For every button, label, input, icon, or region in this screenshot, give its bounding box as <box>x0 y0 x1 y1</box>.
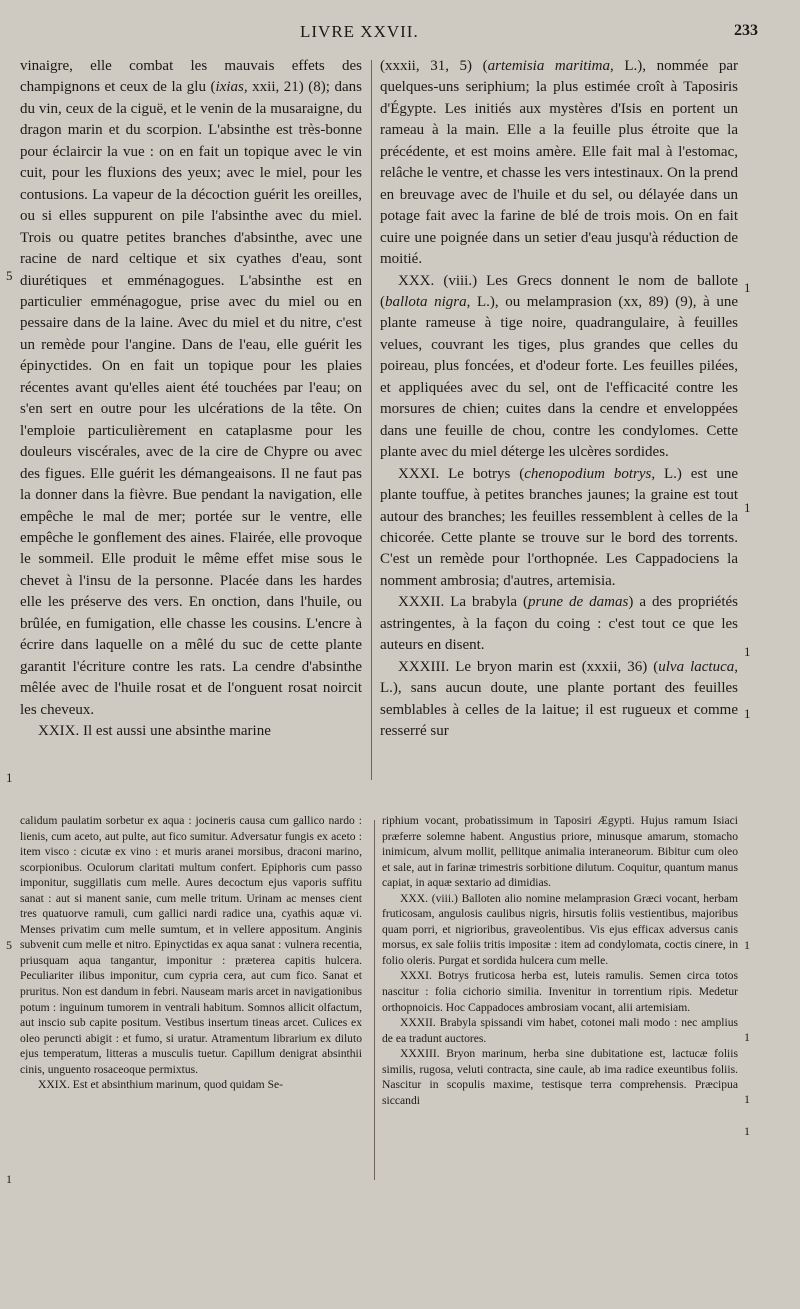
latin-text-left-column <box>20 813 362 1188</box>
latin-paragraph-xxxi: XXXI. Botrys fruticosa herba est, luteis ramulis. Semen circa totos nascitur : folia cichorio similia. Invenitur in torrentium ripis. Medetur orthopnoicis. Hoc Cappadoces ambrosiam vocant, alii artemisiam. <box>382 969 738 1014</box>
margin-number: 1 <box>744 500 751 515</box>
french-paragraph-xxxii: XXXII. La brabyla (prune de damas) a des propriétés astringentes, à la façon du coing : c'est tout ce que les auteurs en disent. <box>380 594 738 654</box>
latin-paragraph: riphium vocant, probatissimum in Taposiri Ægypti. Hujus ramum Isiaci præferre solemne habent. Angustius priore, minusque amarum, stomacho inimicum, alvum mollit, pellitque animalia interaneorum. Bibitur cum oleo et sale, aut in farinæ trimestris sorbitione dilutum. Coquitur, quantum manus capiat, in aquæ sextario ad dimidias. <box>382 814 738 890</box>
french-paragraph: (xxxii, 31, 5) (artemisia maritima, L.), nommée par quelques-uns seriphium; la plus estimée croît à Taposiris d'Égypte. Les initiés aux mystères d'Isis en portent un rameau à la main. Elle a la feuille plus étroite que la précédente, et est moins amère. Elle fait mal à l'estomac, relâche le ventre, et chasse les vers intestinaux. On la prend en breuvage avec de l'huile et du sel, ou délayée dans un potage fait avec la farine de blé de trois mois. On en fait cuire une poignée dans un setier d'eau jusqu'à réduction de moitié. <box>380 58 738 268</box>
margin-number: 1 <box>744 938 750 952</box>
french-paragraph-xxxi: XXXI. Le botrys (chenopodium botrys, L.) est une plante touffue, à petites branches jaunes; la graine est tout autour des branches; les feuilles ressemblent à celles de la chicorée. Cette plante se trouve sur le bord des torrents. C'est un remède pour l'orthopnée. Les Cappadociens la nomment ambrosia; d'autres, artemisia. <box>380 465 738 589</box>
latin-paragraph: calidum paulatim sorbetur ex aqua : jocineris causa cum gallico nardo : lienis, cum aceto, aut pulte, aut fico sumitur. Adversatur fungis ex aceto : item visco : cicutæ ex vino : et muris aranei morsibus, draconi marino, scorpionibus. Oculorum claritati multum confert. Epiphoris cum passo imponitur, suggillatis cum melle. Aures decoctum ejus vaporis suffitu sanat : aut si manent sanie, cum melle tritum. Urinam ac menses cient tres quatuorve ramuli, cum gallici nardi radice una, cyathis aquæ vi. Menses privatim cum melle sumtum, et in vellere appositum. Anginis subvenit cum melle et nitro. Epinyctidas ex aqua sanat : vulnera recentia, priusquam aqua tangantur, imponitur : præterea capitis hulcera. Peculiariter ilibus imponitur, cum cypria cera, aut cum fico. Sanat et pruritus. Non est dandum in febri. Nauseam maris arcet in navigationibus potum : inguinum tumorem in ventrali habitum. Somnos allicit olfactum, aut inscio sub capite positum. Vestibus insertum tineas arcet. Culices ex oleo peruncti abigit : et fumo, si uratur. Atramentum librarium ex diluto ejus temperatum, litteras a musculis tuetur. Capillum denigrat absinthii cinis, unguento rosaceoque permixtus. <box>20 814 362 1076</box>
french-text-left-column <box>20 56 362 784</box>
margin-number: 1 <box>744 280 751 295</box>
french-text-right-column <box>380 56 738 784</box>
latin-paragraph-xxxiii: XXXIII. Bryon marinum, herba sine dubitatione est, lactucæ foliis similis, rugosa, veluti contracta, sine caule, ab ima radice exeuntibus foliis. Nascitur in scopulis maxime, testisque terra comprehensis. Præcipua siccandi <box>382 1047 738 1107</box>
page-number: 233 <box>734 22 758 39</box>
latin-paragraph-xxxii: XXXII. Brabyla spissandi vim habet, cotonei mali modo : nec amplius de ea tradunt auctores. <box>382 1016 738 1045</box>
margin-number: 1 <box>744 1092 750 1106</box>
margin-number: 1 <box>744 1124 750 1138</box>
margin-number: 1 <box>744 644 751 659</box>
running-title: LIVRE XXVII. <box>300 22 419 41</box>
margin-number: 1 <box>744 706 751 721</box>
margin-number: 1 <box>744 1030 750 1044</box>
latin-paragraph-xxx: XXX. (viii.) Balloten alio nomine melamprasion Græci vocant, herbam fruticosam, angulosis caulibus nigris, hirsutis foliis vestientibus, majoribus quam porri, et nigrioribus, graveolentibus. Vis ejus efficax adversus canis morsus, ex sale foliis tritis impositæ : item ad condylomata, coctis cinere, in folio oleris. Purgat et sordida hulcera cum melle. <box>382 891 738 967</box>
margin-number: 1 <box>6 770 13 785</box>
margin-number: 1 <box>6 1172 12 1186</box>
footnote-column-divider <box>374 820 375 1180</box>
french-paragraph-xxx: XXX. (viii.) Les Grecs donnent le nom de ballote (ballota nigra, L.), ou melamprasion (xx, 89) (9), à une plante rameuse à tige noire, quadrangulaire, à feuilles velues, couvrant les tiges, plus grandes que celles du poireau, plus foncées, et d'odeur forte. Les feuilles pilées, et appliquées avec du sel, ont de l'efficacité contre les morsures de chien; cuites dans la cendre et enveloppées dans une feuille de chou, contre les condylomes. Cette plante avec du miel déterge les ulcères sordides. <box>380 272 738 461</box>
margin-number: 5 <box>6 938 12 952</box>
french-paragraph: vinaigre, elle combat les mauvais effets des champignons et ceux de la glu (ixias, xxii, 21) (8); dans du vin, ceux de la ciguë, et le venin de la musaraigne, du dragon marin et du scorpion. L'absinthe est très-bonne pour éclaircir la vue : on en fait un topique avec le vin cuit, pour les fluxions des yeux; avec le miel, pour les contusions. La vapeur de la décoction guérit les oreilles, ou si elles suppurent on pile l'absinthe avec du miel. Trois ou quatre petites branches d'absinthe, avec une racine de nard celtique et six cyathes d'eau, sont diurétiques et emménagogues. L'absinthe est en particulier emménagogue, prise avec du miel ou en pessaire dans de la laine. Avec du miel et du nitre, c'est un remède pour l'angine. Dans de l'eau, elle guérit les épinyctides. On en fait un topique pour les plaies récentes avant qu'elles aient été touchées par l'eau; on s'en sert en outre pour les ulcérations de la tête. On l'emploie particulièrement en cataplasme pour les douleurs viscérales, avec de la cire de Chypre ou avec des figues. Elle guérit les démangeaisons. Il ne faut pas la donner dans la fièvre. Bue pendant la navigation, elle empêche le mal de mer; portée sur le ventre, elle empêche le gonflement des aines. Flairée, elle provoque le sommeil. Elle produit le même effet mise sous le chevet à l'insu de la personne. Placée dans les hardes elle les préserve des vers. En onction, dans l'huile, ou brûlée, en fumigation, elle chasse les cousins. L'encre à écrire dans laquelle on a mêlé du suc de cette plante garantit l'écriture contre les rats. La cendre d'absinthe mêlée avec de l'huile rosat et de l'onguent rosat noircit les cheveux. <box>20 58 362 718</box>
french-paragraph-xxix: XXIX. Il est aussi une absinthe marine <box>38 723 271 740</box>
latin-paragraph-xxix: XXIX. Est et absinthium marinum, quod quidam Se- <box>38 1078 284 1092</box>
latin-text-right-column <box>382 813 738 1188</box>
running-header <box>300 22 786 44</box>
column-divider <box>371 60 372 780</box>
french-paragraph-xxxiii: XXXIII. Le bryon marin est (xxxii, 36) (ulva lactuca, L.), sans aucun doute, une plante portant des feuilles semblables à celles de la laitue; il est rugueux et comme resserré sur <box>380 658 738 740</box>
margin-number: 5 <box>6 268 13 283</box>
